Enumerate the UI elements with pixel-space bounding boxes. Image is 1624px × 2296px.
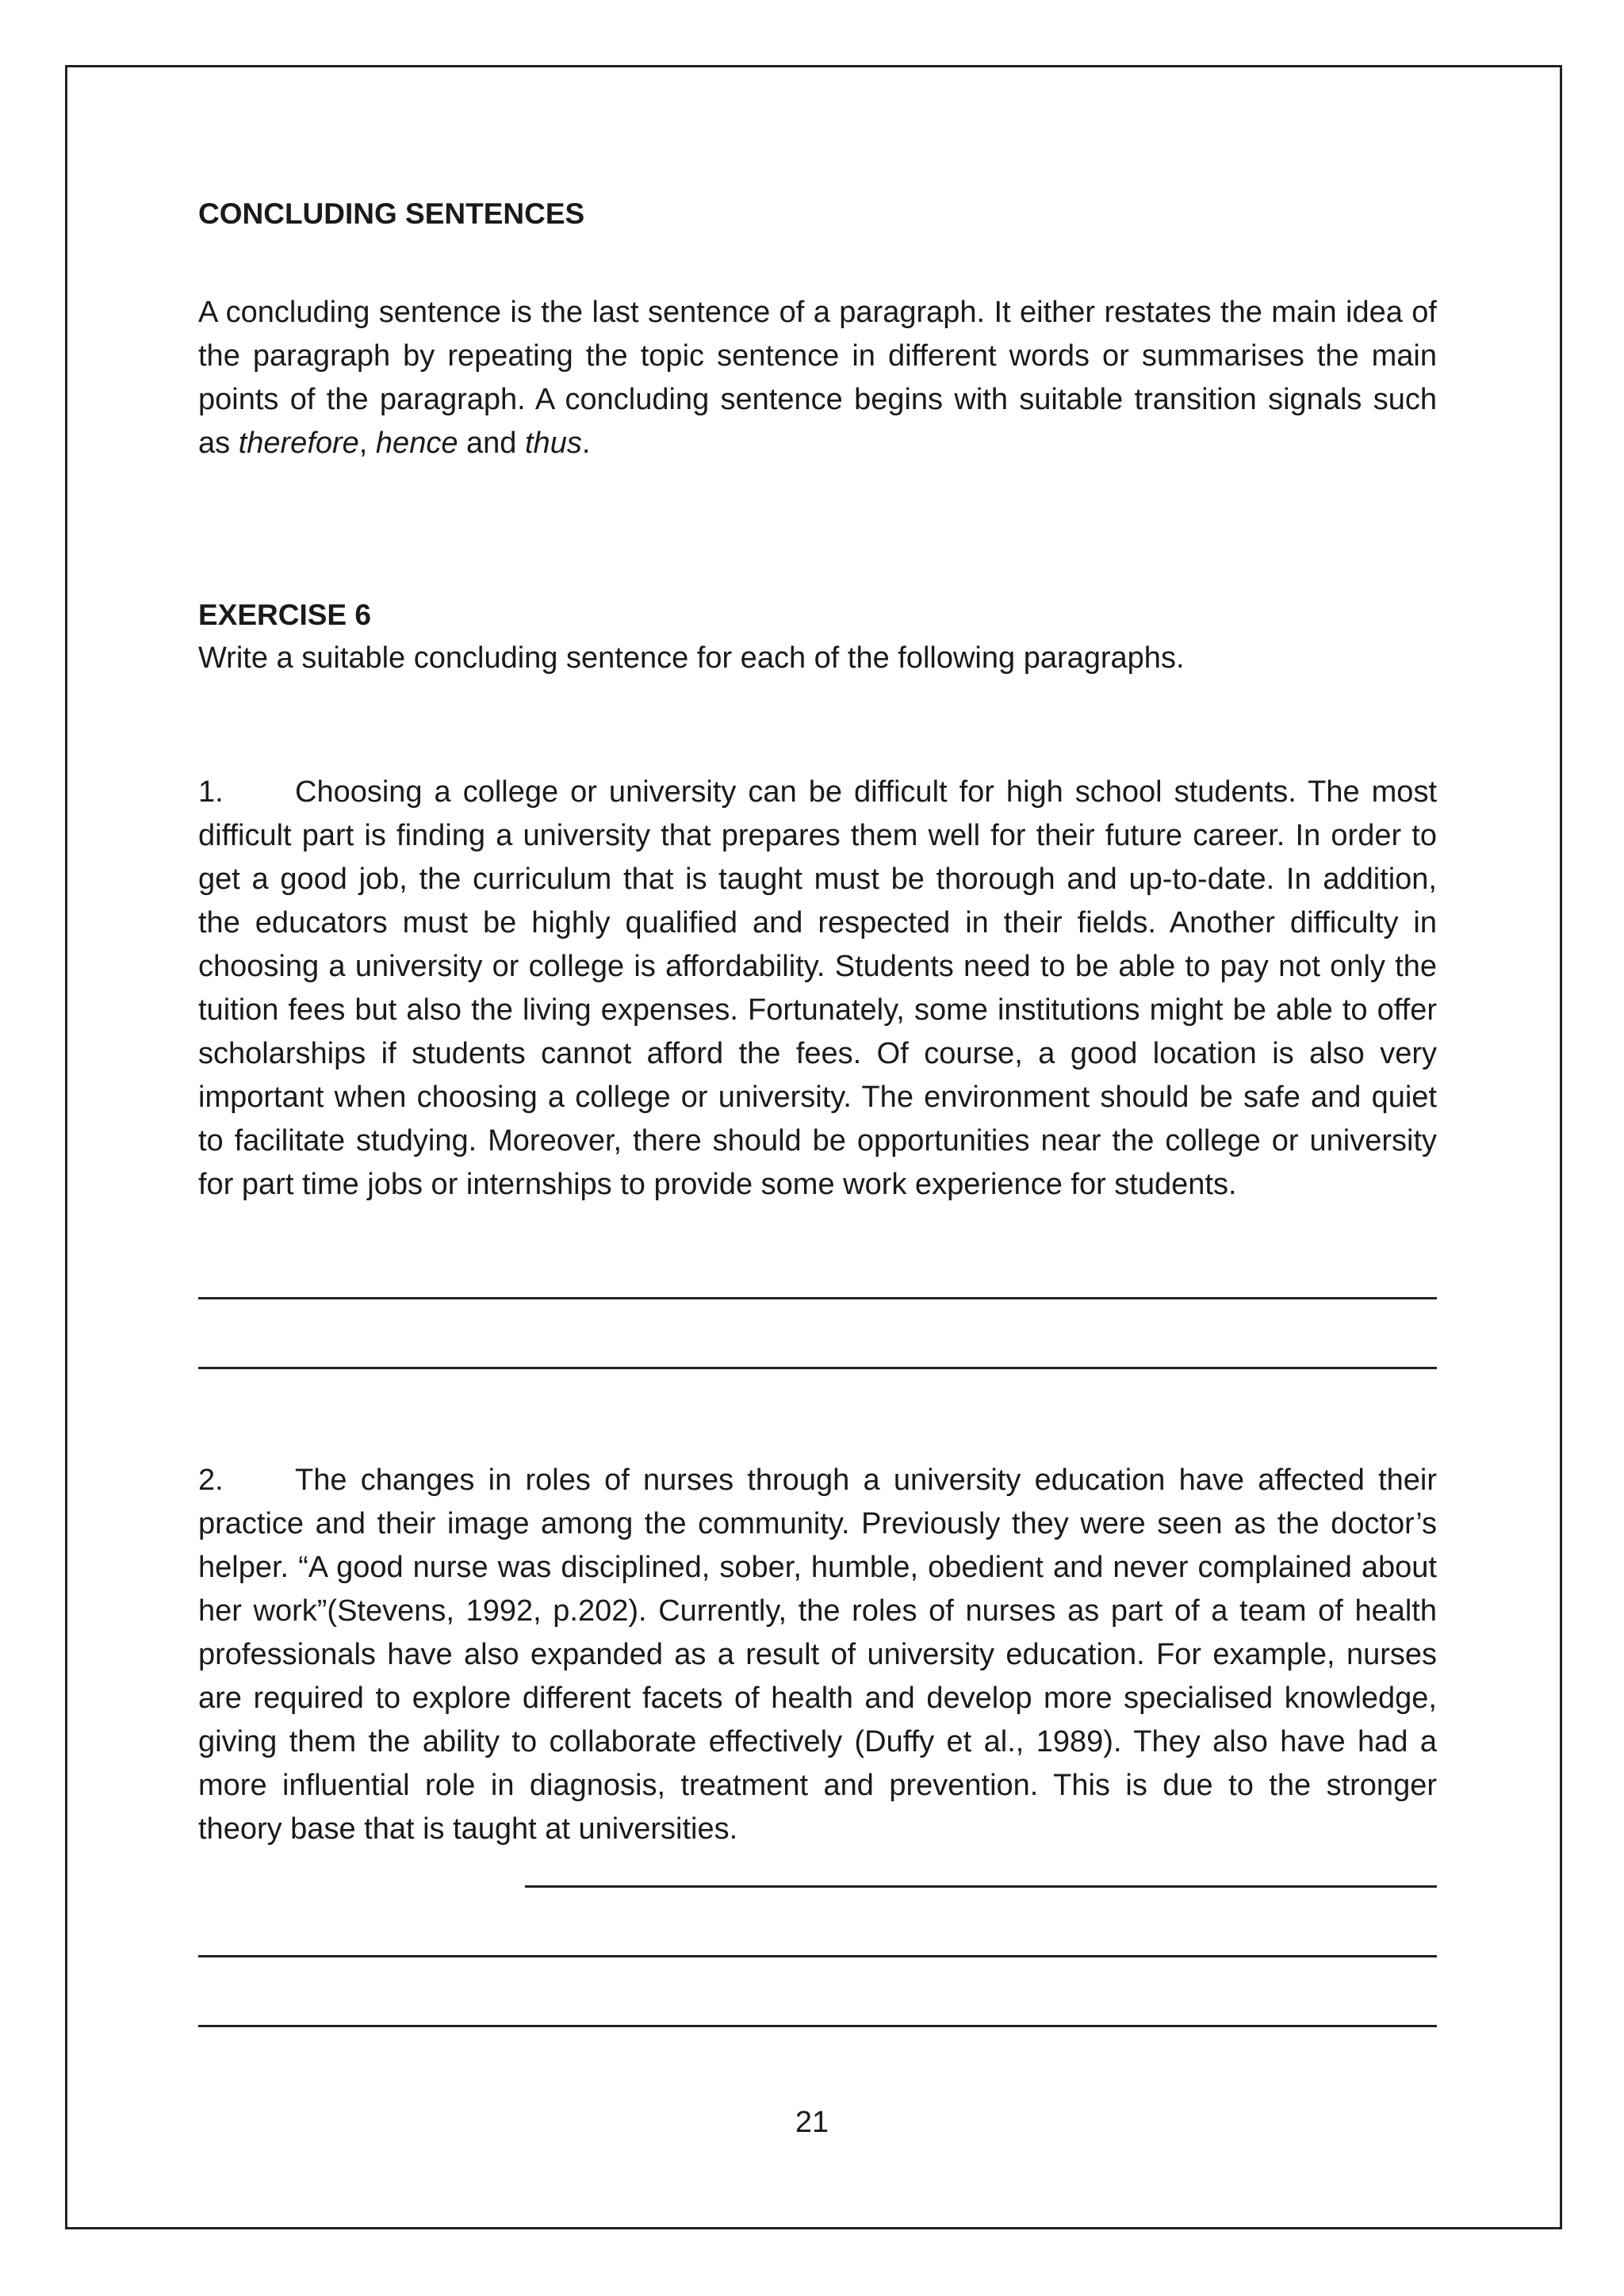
item-1-paragraph [198, 771, 1437, 1207]
exercise-item-2 [198, 1459, 1437, 1851]
page-number: 21 [795, 2106, 829, 2139]
item-2-paragraph [198, 1459, 1437, 1851]
answer-line-2c[interactable] [198, 2025, 1437, 2027]
period: . [581, 427, 591, 460]
exercise-title: EXERCISE 6 [198, 599, 371, 631]
intro-paragraph [198, 291, 1437, 465]
signal-therefore: therefore [238, 427, 359, 460]
signal-thus: thus [525, 427, 582, 460]
answer-line-2a[interactable] [525, 1885, 1437, 1888]
exercise-block [198, 593, 1437, 680]
signal-hence: hence [375, 427, 458, 460]
item-2-text: The changes in roles of nurses through a university education have affected their practice and their image among the community. Previously they were seen as the doctor’s helper. “A good nurse was disciplined, sober, humble, obedient and never complained about her work”(Stevens, 1992, p.202). Currently, the roles of nurses as part of a team of health professionals have also expanded as a result of university education. For example, nurses are required to explore different facets of health and develop more specialised knowledge, giving them the ability to collaborate effectively (Duffy et al., 1989). They also have had a more influential role in diagnosis, treatment and prevention. This is due to the stronger theory base that is taught at universities. [198, 1464, 1437, 1846]
exercise-item-1 [198, 771, 1437, 1207]
intro-text: A concluding sentence is the last sentence of a paragraph. It either restates the main idea of the paragraph by repeating the topic sentence in different words or summarises the main points of the paragraph. A concluding sentence begins with suitable transition signals such as [198, 296, 1437, 460]
exercise-instruction: Write a suitable concluding sentence for each of the following paragraphs. [198, 641, 1185, 675]
answer-line-2b[interactable] [198, 1955, 1437, 1957]
separator: , [358, 427, 376, 460]
section-heading-block [198, 192, 1437, 235]
item-1-text: Choosing a college or university can be difficult for high school students. The most difficult part is finding a university that prepares them well for their future career. In order to get a good job, the curriculum that is taught must be thorough and up-to-date. In addition, the educators must be highly qualified and respected in their fields. Another difficulty in choosing a university or college is affordability. Students need to be able to pay not only the tuition fees but also the living expenses. Fortunately, some institutions might be able to offer scholarships if students cannot afford the fees. Of course, a good location is also very important when choosing a college or university. The environment should be safe and quiet to facilitate studying. Moreover, there should be opportunities near the college or university for part time jobs or internships to provide some work experience for students. [198, 775, 1437, 1201]
answer-line-1b[interactable] [198, 1367, 1437, 1369]
item-2-number: 2. [198, 1464, 224, 1497]
intro-paragraph-block [198, 291, 1437, 465]
separator: and [458, 427, 525, 460]
answer-line-1a[interactable] [198, 1297, 1437, 1299]
section-heading: CONCLUDING SENTENCES [198, 197, 585, 230]
item-1-number: 1. [198, 775, 224, 809]
